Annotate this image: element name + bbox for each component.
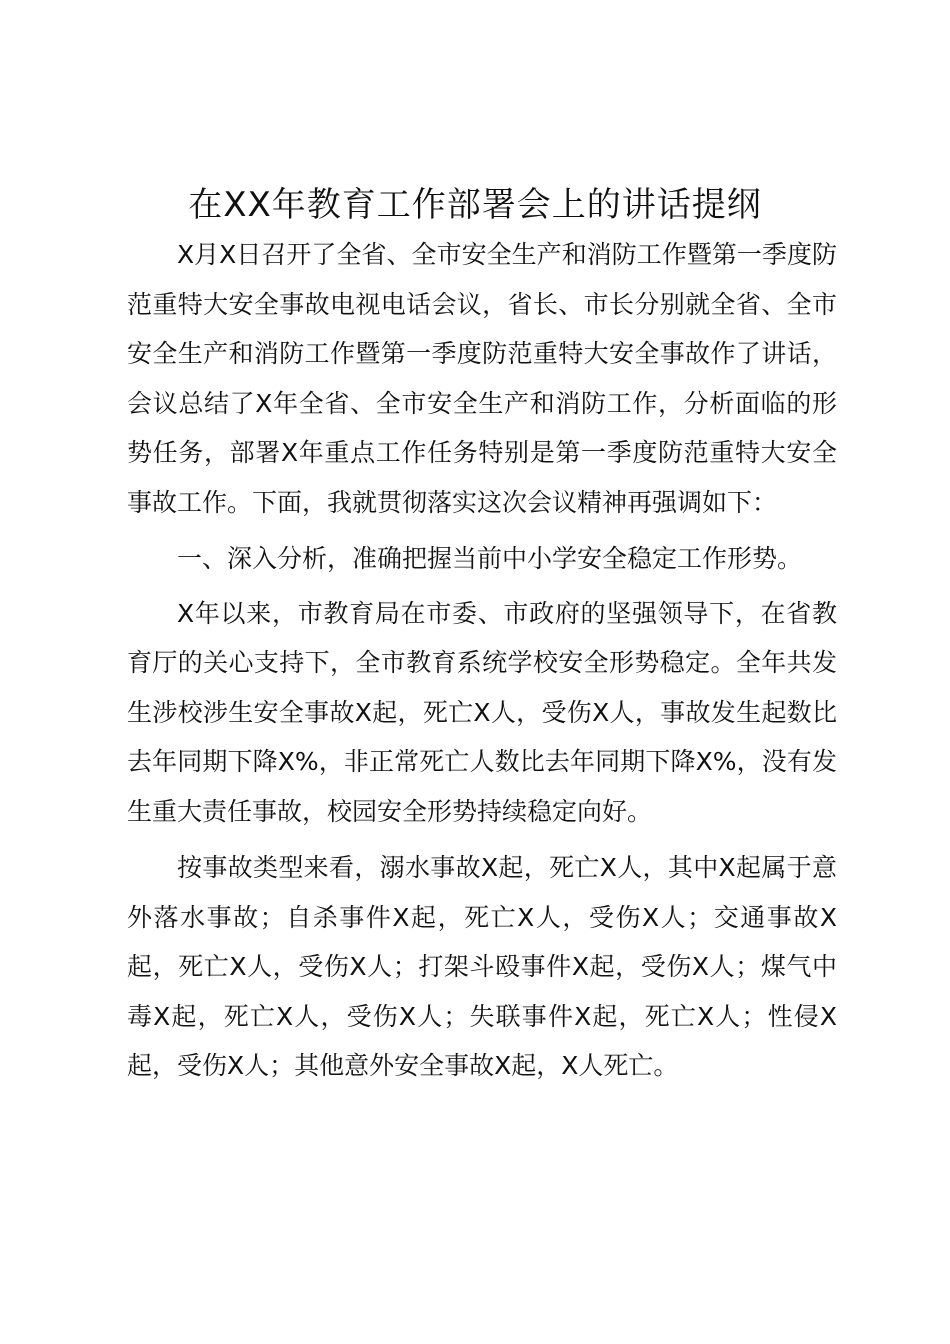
paragraph-situation: X年以来，市教育局在市委、市政府的坚强领导下，在省教育厅的关心支持下，全市教育系统学校安全形势稳定。全年共发生涉校涉生安全事故X起，死亡X人，受伤X人，事故发生起数比去年同期下降X%，非正常死亡人数比去年同期下降X%，没有发生重大责任事故，校园安全形势持续稳定向好。 bbox=[127, 598, 837, 826]
section-heading-1: 一、深入分析，准确把握当前中小学安全稳定工作形势。 bbox=[177, 544, 803, 573]
paragraph-accident-types: 按事故类型来看，溺水事故X起，死亡X人，其中X起属于意外落水事故；自杀事件X起，死亡X人，受伤X人；交通事故X起，死亡X人，受伤X人；打架斗殴事件X起，受伤X人；煤气中毒X起，死亡X人，受伤X人；失联事件X起，死亡X人；性侵X起，受伤X人；其他意外安全事故X起，X人死亡。 bbox=[127, 853, 837, 1080]
document-title: 在XX年教育工作部署会上的讲话提纲 bbox=[188, 185, 762, 225]
document-body bbox=[127, 230, 837, 1098]
paragraph-intro: X月X日召开了全省、全市安全生产和消防工作暨第一季度防范重特大安全事故电视电话会议，省长、市长分别就全省、全市安全生产和消防工作暨第一季度防范重特大安全事故作了讲话，会议总结了X年全省、全市安全生产和消防工作，分析面临的形势任务，部署X年重点工作任务特别是第一季度防范重特大安全事故工作。下面，我就贯彻落实这次会议精神再强调如下： bbox=[127, 240, 837, 517]
